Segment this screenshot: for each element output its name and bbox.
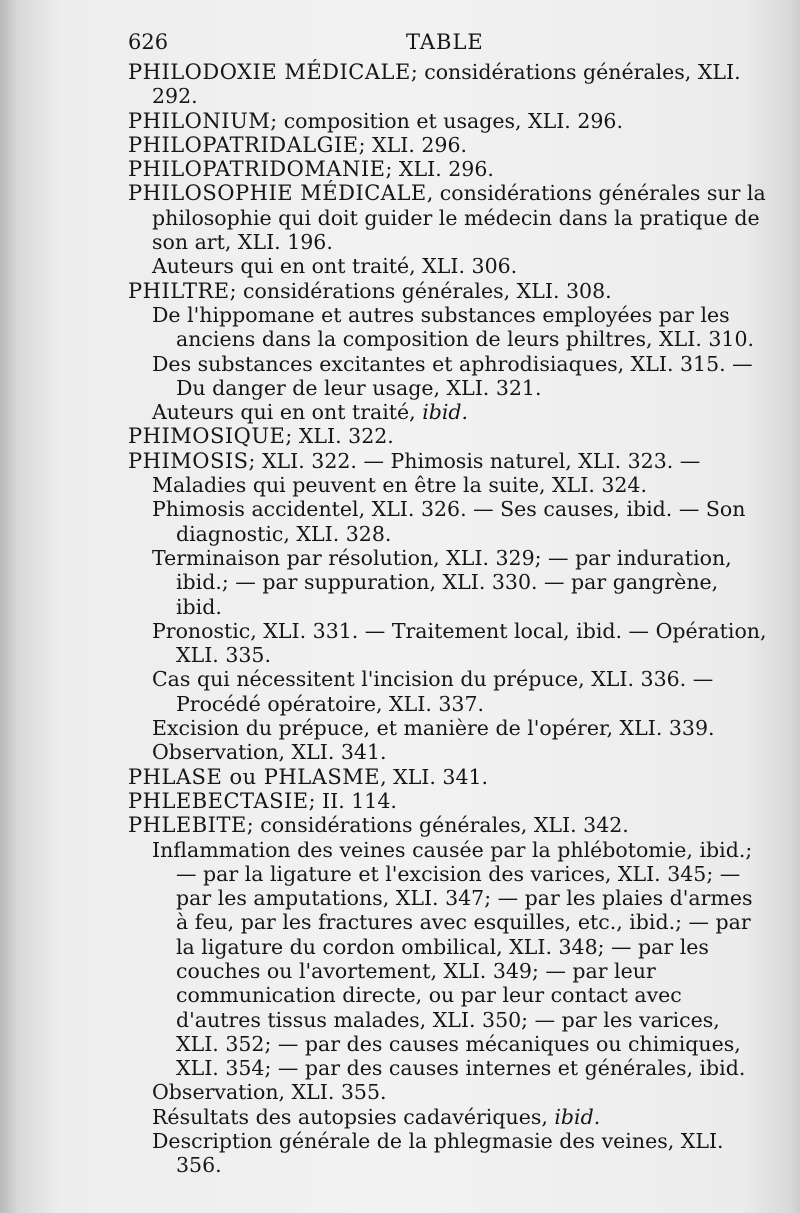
entry-headword: PHLEBITE	[128, 813, 247, 838]
running-title: TABLE	[406, 30, 484, 54]
subentry-text: Pronostic, XLI. 331. — Traitement local, ibid. — Opération, XLI. 335.	[152, 618, 767, 668]
entry-text: , considérations générales sur la philosophie qui doit guider le médecin dans la pratique de son art, XLI. 196.	[152, 181, 766, 255]
index-subentry	[128, 400, 768, 424]
subentry-text: Observation, XLI. 355.	[152, 1080, 387, 1105]
subentry-text: Cas qui nécessitent l'incision du prépuce, XLI. 336. — Procédé opératoire, XLI. 337.	[152, 667, 714, 716]
subentry-text: Inflammation des veines causée par la phlébotomie, ibid.; — par la ligature et l'excision des varices, XLI. 345; — par les amputations, XLI. 347; — par les plaies d'armes à feu, par les fractures avec esquilles, etc., ibid.; — par la ligature du cordon ombilical, XLI. 348; — par les couches ou l'avortement, XLI. 349; — par leur communication directe, ou par leur contact avec d'autres tissus malades, XLI. 350; — par les varices, XLI. 352; — par des causes mécaniques ou chimiques, XLI. 354; — par des causes internes et générales, ibid.	[152, 837, 753, 1081]
subentry-text: Des substances excitantes et aphrodisiaques, XLI. 315. — Du danger de leur usage, XLI. 321.	[152, 351, 753, 400]
entry-text: ; XLI. 296.	[358, 132, 467, 157]
entry-text: , XLI. 341.	[380, 764, 489, 789]
page-header	[128, 30, 768, 60]
subentry-text: Observation, XLI. 341.	[152, 740, 387, 765]
index-entry	[128, 133, 768, 157]
subentry-text: Auteurs qui en ont traité,	[152, 400, 423, 425]
subentry-italic: ibid.	[554, 1104, 601, 1129]
subentry-text: Résultats des autopsies cadavériques,	[152, 1104, 555, 1129]
index-entry	[128, 449, 768, 473]
subentry-text: De l'hippomane et autres substances employées par les anciens dans la composition de leurs philtres, XLI. 310.	[152, 302, 755, 352]
entry-text: ; II. 114.	[308, 788, 397, 813]
index-entries	[128, 60, 768, 1178]
index-entry	[128, 789, 768, 813]
index-subentry	[128, 303, 768, 352]
index-entry	[128, 765, 768, 789]
index-entry	[128, 279, 768, 303]
index-subentry	[128, 352, 768, 401]
index-subentry	[128, 1105, 768, 1129]
entry-headword: PHILODOXIE MÉDICALE	[128, 60, 411, 84]
index-entry	[128, 181, 768, 254]
entry-headword: PHILTRE	[128, 278, 230, 303]
entry-headword: PHILONIUM	[128, 108, 271, 133]
index-entry	[128, 813, 768, 837]
subentry-text: Terminaison par résolution, XLI. 329; — par induration, ibid.; — par suppuration, XLI. 330. — par gangrène, ibid.	[152, 545, 732, 619]
index-entry	[128, 109, 768, 133]
subentry-text: Phimosis accidentel, XLI. 326. — Ses causes, ibid. — Son diagnostic, XLI. 328.	[152, 497, 746, 546]
index-entry	[128, 424, 768, 448]
entry-text: ; XLI. 322.	[285, 424, 394, 449]
index-subentry	[128, 1129, 768, 1178]
index-subentry	[128, 619, 768, 668]
index-subentry	[128, 254, 768, 278]
entry-headword: PHLASE ou PHLASME	[128, 764, 381, 789]
page-number: 626	[128, 30, 169, 54]
subentry-text: Description générale de la phlegmasie des veines, XLI. 356.	[152, 1129, 724, 1178]
subentry-text: Excision du prépuce, et manière de l'opérer, XLI. 339.	[152, 716, 715, 741]
entry-text: ; considérations générales, XLI. 308.	[229, 278, 612, 303]
entry-text: ; XLI. 322. — Phimosis naturel, XLI. 323. —	[248, 448, 701, 473]
entry-text: ; considérations générales, XLI. 342.	[246, 813, 629, 838]
index-entry	[128, 157, 768, 181]
index-subentry	[128, 716, 768, 740]
entry-headword: PHILOPATRIDOMANIE	[128, 157, 386, 182]
entry-text: ; considérations générales, XLI. 292.	[152, 60, 741, 109]
entry-headword: PHIMOSIS	[128, 448, 249, 473]
index-subentry	[128, 838, 768, 1081]
subentry-text: Maladies qui peuvent en être la suite, XLI. 324.	[152, 473, 647, 498]
subentry-italic: ibid.	[422, 400, 469, 425]
index-subentry	[128, 667, 768, 716]
entry-headword: PHILOPATRIDALGIE	[128, 132, 359, 157]
index-subentry	[128, 473, 768, 497]
index-subentry	[128, 1080, 768, 1104]
entry-headword: PHLEBECTASIE	[128, 788, 309, 813]
index-subentry	[128, 497, 768, 546]
subentry-text: Auteurs qui en ont traité, XLI. 306.	[152, 254, 518, 279]
entry-text: ; XLI. 296.	[385, 157, 494, 182]
entry-text: ; composition et usages, XLI. 296.	[270, 108, 623, 133]
index-subentry	[128, 546, 768, 619]
entry-headword: PHIMOSIQUE	[128, 424, 286, 449]
index-subentry	[128, 740, 768, 764]
index-entry	[128, 60, 768, 109]
entry-headword: PHILOSOPHIE MÉDICALE	[128, 181, 427, 206]
